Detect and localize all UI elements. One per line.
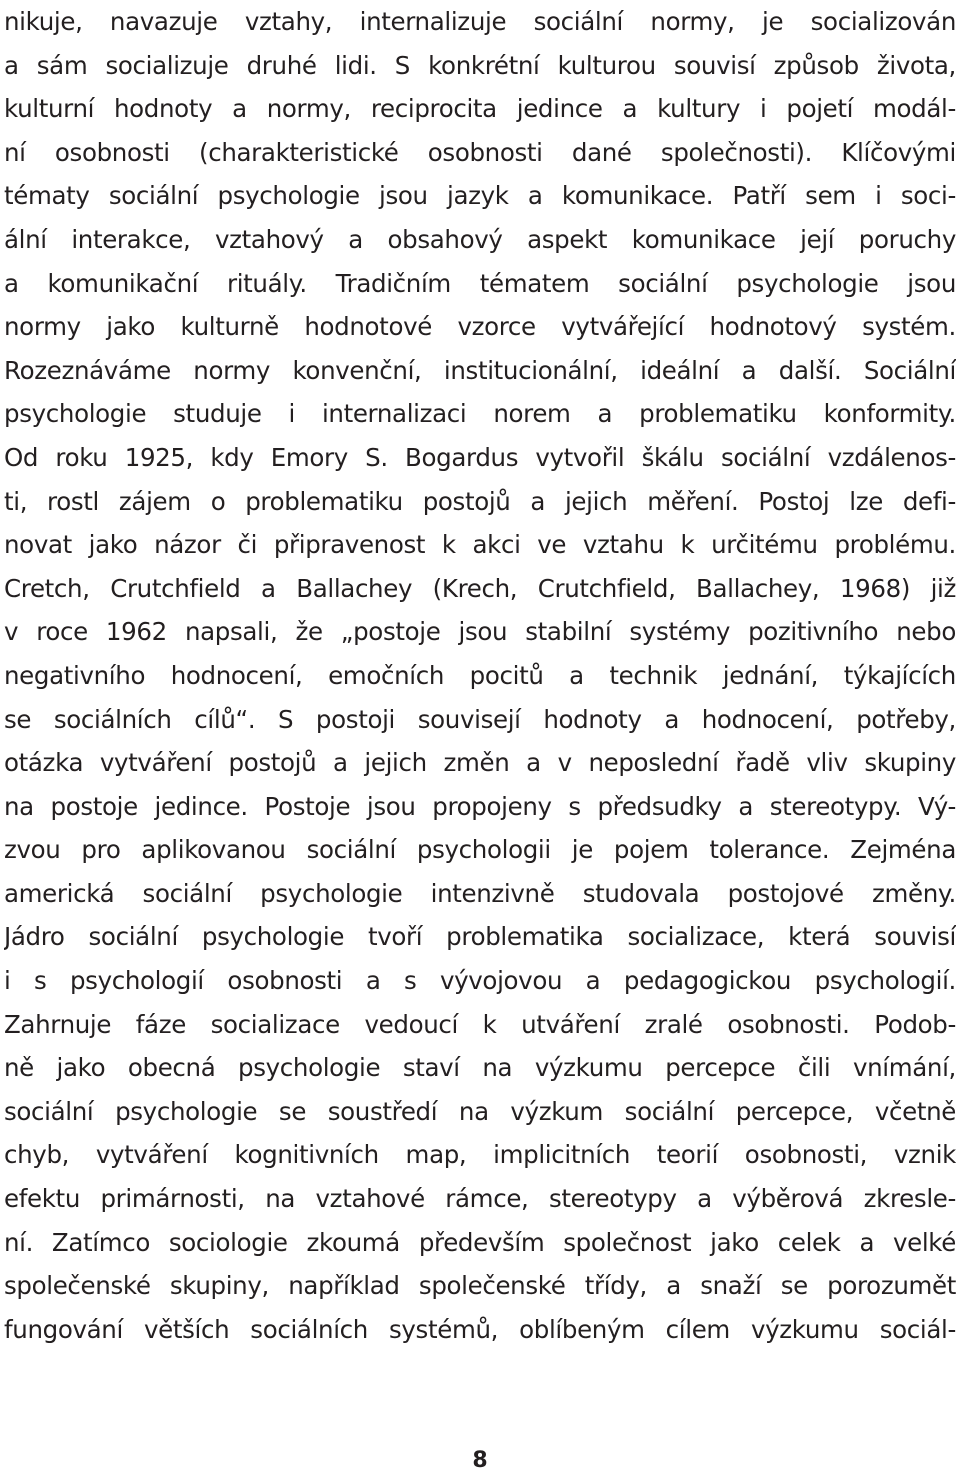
text-line: ní osobnosti (charakteristické osobnosti dané společnosti). Klíčovými	[4, 137, 956, 167]
text-line: nikuje, navazuje vztahy, internalizuje sociální normy, je socializován	[4, 7, 956, 36]
text-line: sociální psychologie se soustředí na výzkum sociální percepce, včetně	[4, 1096, 956, 1126]
text-line: Od roku 1925, kdy Emory S. Bogardus vytvořil škálu sociální vzdálenos-	[4, 442, 956, 472]
text-line: Cretch, Crutchfield a Ballachey (Krech, Crutchfield, Ballachey, 1968) již	[4, 573, 956, 603]
text-line: se sociálních cílů“. S postoji souvisejí hodnoty a hodnocení, potřeby,	[4, 704, 956, 734]
text-line: na postoje jedince. Postoje jsou propojeny s předsudky a stereotypy. Vý-	[4, 791, 956, 821]
page-number: 8	[472, 1448, 488, 1473]
text-line: tématy sociální psychologie jsou jazyk a komunikace. Patří sem i soci-	[4, 181, 956, 211]
body-text	[4, 0, 956, 1351]
text-line: negativního hodnocení, emočních pocitů a technik jednání, týkajících	[4, 660, 956, 690]
text-line: ní. Zatímco sociologie zkoumá především společnost jako celek a velké	[4, 1227, 956, 1257]
text-line: zvou pro aplikovanou sociální psychologii je pojem tolerance. Zejména	[4, 835, 956, 865]
text-line: normy jako kulturně hodnotové vzorce vytvářející hodnotový systém.	[4, 312, 956, 342]
text-line: i s psychologií osobnosti a s vývojovou a pedagogickou psychologií.	[4, 966, 956, 996]
text-line: chyb, vytváření kognitivních map, implicitních teorií osobnosti, vznik	[4, 1140, 956, 1170]
text-line: a komunikační rituály. Tradičním tématem sociální psychologie jsou	[4, 268, 956, 298]
text-line: a sám socializuje druhé lidi. S konkrétní kulturou souvisí způsob života,	[4, 50, 956, 80]
text-line: Zahrnuje fáze socializace vedoucí k utváření zralé osobnosti. Podob-	[4, 1009, 956, 1039]
text-line: ně jako obecná psychologie staví na výzkumu percepce čili vnímání,	[4, 1053, 956, 1083]
text-line: psychologie studuje i internalizaci norem a problematiku konformity.	[4, 399, 956, 429]
text-line: společenské skupiny, například společenské třídy, a snaží se porozumět	[4, 1271, 956, 1301]
text-line: novat jako názor či připravenost k akci ve vztahu k určitému problému.	[4, 530, 956, 560]
text-line: americká sociální psychologie intenzivně studovala postojové změny.	[4, 878, 956, 908]
text-line: otázka vytváření postojů a jejich změn a v neposlední řadě vliv skupiny	[4, 748, 956, 778]
text-line: ální interakce, vztahový a obsahový aspekt komunikace její poruchy	[4, 224, 956, 254]
text-line: Rozeznáváme normy konvenční, institucionální, ideální a další. Sociální	[4, 355, 956, 385]
text-line: v roce 1962 napsali, že „postoje jsou stabilní systémy pozitivního nebo	[4, 617, 956, 647]
text-line: ti, rostl zájem o problematiku postojů a jejich měření. Postoj lze defi-	[4, 486, 956, 516]
text-line: Jádro sociální psychologie tvoří problematika socializace, která souvisí	[4, 922, 956, 952]
text-line: efektu primárnosti, na vztahové rámce, stereotypy a výběrová zkresle-	[4, 1184, 956, 1214]
text-line: kulturní hodnoty a normy, reciprocita jedince a kultury i pojetí modál-	[4, 94, 956, 124]
text-line: fungování větších sociálních systémů, oblíbeným cílem výzkumu sociál-	[4, 1314, 956, 1344]
